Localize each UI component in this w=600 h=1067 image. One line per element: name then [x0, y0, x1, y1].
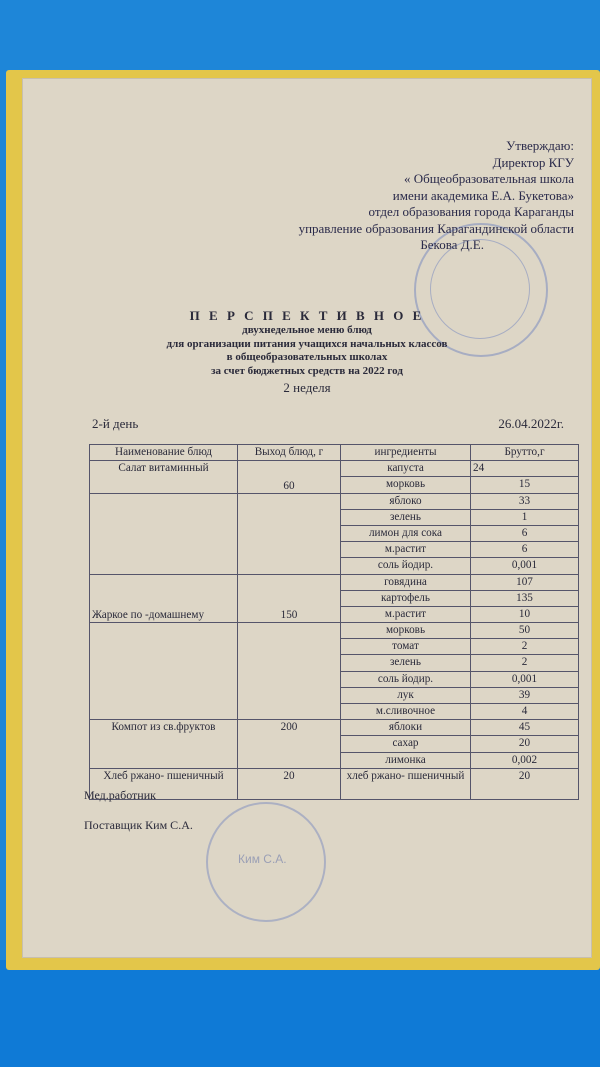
brutto: 135	[471, 590, 579, 606]
ingredient: соль йодир.	[341, 558, 471, 574]
approval-block	[244, 138, 574, 254]
table-row	[90, 720, 579, 736]
ingredient: яблоко	[341, 493, 471, 509]
header-dish: Наименование блюд	[90, 445, 238, 461]
dish-name: Салат витаминный	[90, 461, 238, 493]
day-label: 2-й день	[92, 416, 139, 431]
ingredient: лимонка	[341, 752, 471, 768]
supplier-signature-line: Поставщик Ким С.А.	[84, 818, 193, 832]
title-main: П Е Р С П Е К Т И В Н О Е	[189, 308, 425, 323]
dish-output: 20	[238, 768, 341, 799]
dish-output: 150	[238, 574, 341, 623]
empty-cell	[238, 493, 341, 574]
title-line: за счет бюджетных средств на 2022 год	[211, 364, 403, 377]
ingredient: яблоки	[341, 720, 471, 736]
table-row	[90, 623, 579, 639]
table-header-row	[90, 445, 579, 461]
brutto: 39	[471, 687, 579, 703]
approval-line: имени академика Е.А. Букетова»	[392, 187, 574, 203]
brutto: 0,001	[471, 671, 579, 687]
brutto: 33	[471, 493, 579, 509]
week-label: 2 неделя	[283, 380, 331, 395]
dish-output: 60	[238, 461, 341, 493]
ingredient: лимон для сока	[341, 525, 471, 541]
dish-output: 200	[238, 720, 341, 769]
brutto: 6	[471, 542, 579, 558]
brutto: 107	[471, 574, 579, 590]
brutto: 2	[471, 639, 579, 655]
menu-table	[89, 444, 579, 800]
approval-line: управление образования Карагандинской области	[298, 220, 574, 236]
date-label: 26.04.2022г.	[498, 416, 564, 431]
brutto: 2	[471, 655, 579, 671]
brutto: 20	[471, 736, 579, 752]
brutto: 1	[471, 509, 579, 525]
stamp-text: Ким С.А.	[238, 852, 287, 866]
header-ingredients: ингредиенты	[341, 445, 471, 461]
ingredient: морковь	[341, 623, 471, 639]
approval-line: Утверждаю:	[506, 138, 574, 153]
approval-line: Директор КГУ	[492, 154, 574, 170]
dish-name: Жаркое по -домашнему	[90, 574, 238, 623]
table-row	[90, 461, 579, 477]
ingredient: зелень	[341, 655, 471, 671]
document-title	[22, 308, 592, 396]
ingredient: говядина	[341, 574, 471, 590]
brutto: 10	[471, 606, 579, 622]
supplier-stamp	[206, 802, 326, 922]
brutto: 15	[471, 477, 579, 493]
brutto: 4	[471, 704, 579, 720]
approval-line: отдел образования города Караганды	[368, 204, 574, 219]
empty-cell	[90, 623, 238, 720]
table-row	[90, 768, 579, 799]
table-row	[90, 493, 579, 509]
brutto: 24	[471, 461, 579, 477]
ingredient: томат	[341, 639, 471, 655]
ingredient: зелень	[341, 509, 471, 525]
title-line: двухнедельное меню блюд	[242, 324, 372, 336]
ingredient: м.растит	[341, 606, 471, 622]
menu-document	[22, 78, 592, 958]
empty-cell	[90, 493, 238, 574]
title-line: в общеобразовательных школах	[226, 351, 388, 363]
brutto: 0,001	[471, 558, 579, 574]
brutto: 6	[471, 525, 579, 541]
ingredient: сахар	[341, 736, 471, 752]
title-line: для организации питания учащихся начальных классов	[166, 337, 448, 350]
dish-name: Компот из св.фруктов	[90, 720, 238, 769]
ingredient: соль йодир.	[341, 671, 471, 687]
ingredient: м.сливочное	[341, 704, 471, 720]
brutto: 50	[471, 623, 579, 639]
ingredient: лук	[341, 687, 471, 703]
brutto: 20	[471, 768, 579, 799]
brutto: 45	[471, 720, 579, 736]
approval-signer: Бекова Д.Е.	[420, 237, 484, 252]
approval-line: « Общеобразовательная школа	[404, 171, 574, 186]
ingredient: капуста	[341, 461, 471, 477]
empty-cell	[238, 623, 341, 720]
ingredient: морковь	[341, 477, 471, 493]
medic-signature-line: Мед.работник	[84, 788, 156, 802]
ingredient: м.растит	[341, 542, 471, 558]
header-brutto: Брутто,г	[471, 445, 579, 461]
table-row	[90, 574, 579, 590]
background-bottom	[0, 960, 600, 1067]
ingredient: хлеб ржано- пшеничный	[341, 768, 471, 799]
ingredient: картофель	[341, 590, 471, 606]
header-output: Выход блюд, г	[238, 445, 341, 461]
dish-name: Хлеб ржано- пшеничный	[90, 768, 238, 799]
brutto: 0,002	[471, 752, 579, 768]
